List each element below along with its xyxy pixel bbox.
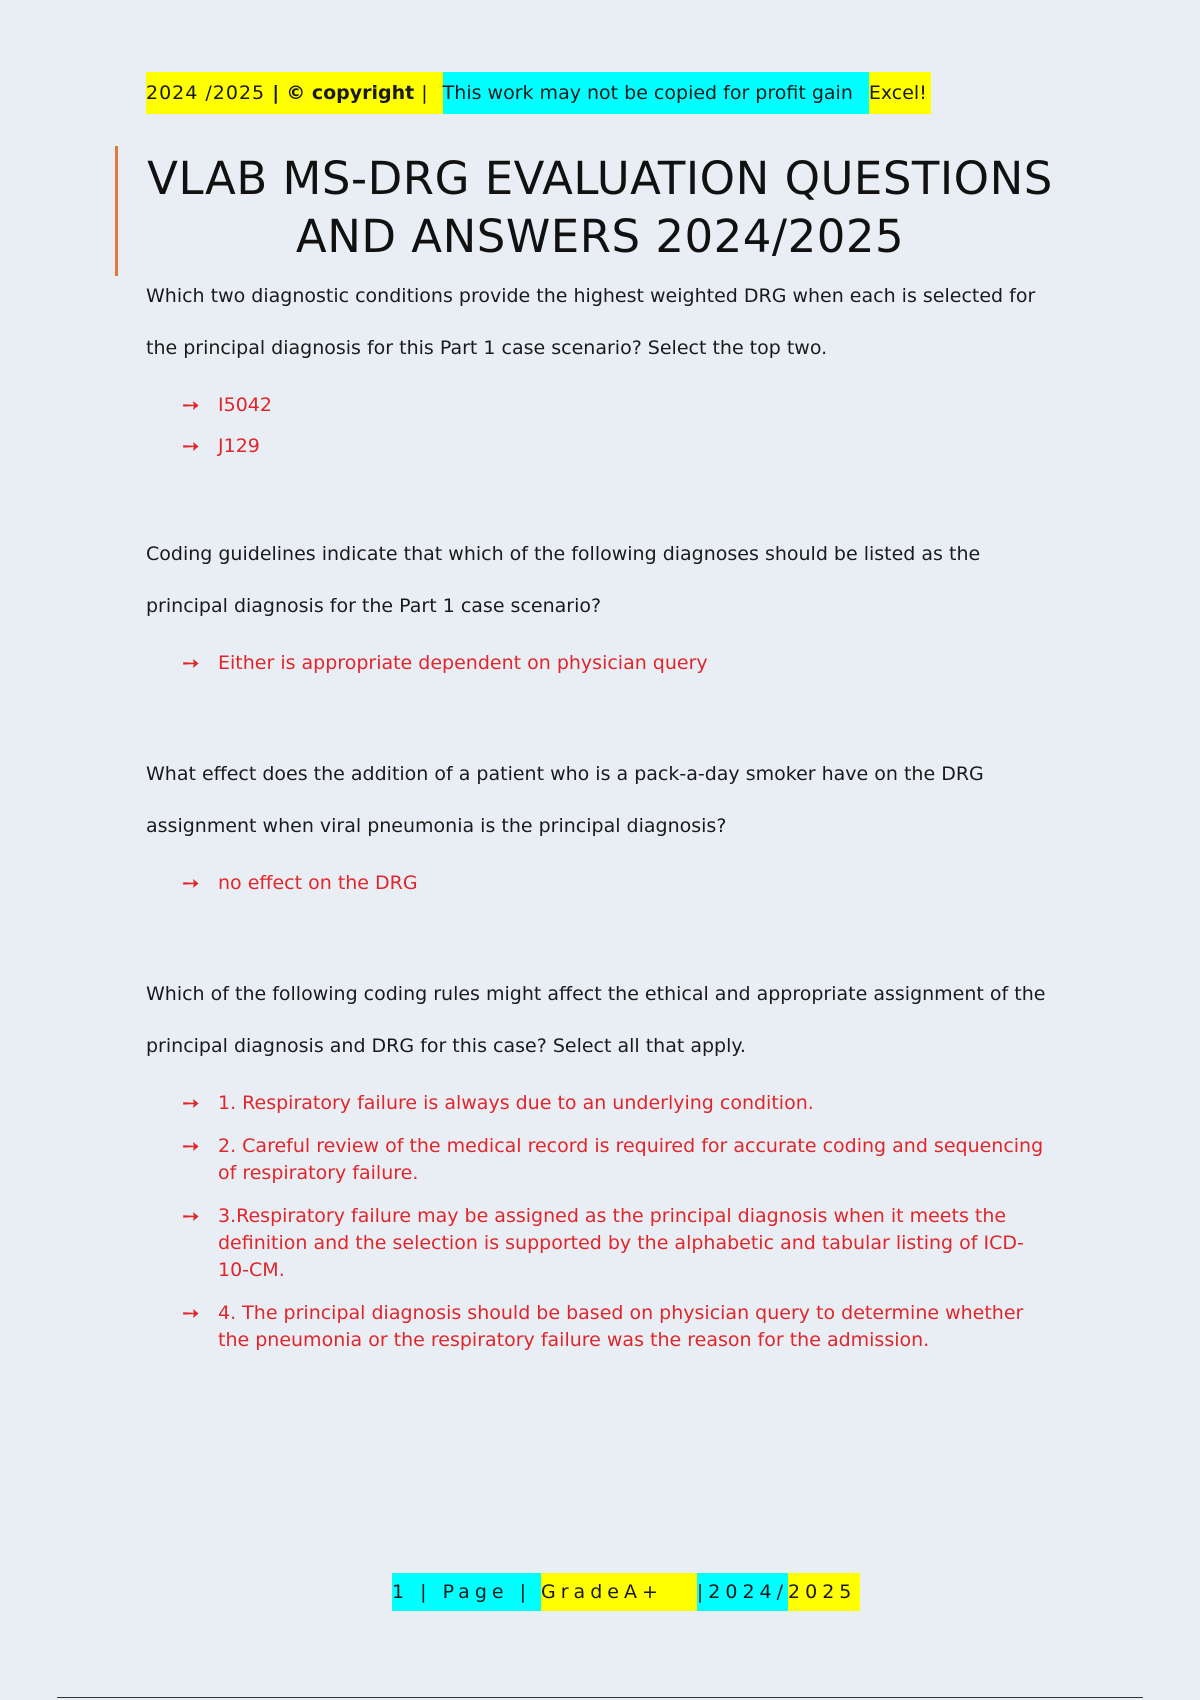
footer-year-start: |2024/ xyxy=(697,1573,788,1611)
answer-text: I5042 xyxy=(218,394,272,416)
answer-list xyxy=(146,392,1046,460)
answer-item xyxy=(146,433,1046,460)
answer-item xyxy=(146,392,1046,419)
answer-text: 2. Careful review of the medical record is required for accurate coding and sequencing of respiratory failure. xyxy=(218,1135,1044,1184)
arrow-right-icon: ➙ xyxy=(182,393,200,417)
answer-item xyxy=(146,870,1046,897)
answer-item xyxy=(146,1203,1046,1284)
footer-divider xyxy=(57,1697,1143,1698)
answer-list xyxy=(146,1090,1046,1354)
answer-item xyxy=(146,1300,1046,1354)
answer-text: Either is appropriate dependent on physician query xyxy=(218,652,708,674)
footer-page-number: 1 | Page | xyxy=(392,1573,541,1611)
answer-list xyxy=(146,650,1046,677)
banner-copyright-text: © copyright xyxy=(286,82,415,104)
question-text: What effect does the addition of a patient who is a pack-a-day smoker have on the DRG assignment when viral pneumonia is the principal diagnosis? xyxy=(146,763,984,837)
footer-grade: GradeA+ xyxy=(541,1573,697,1611)
answer-text: J129 xyxy=(218,435,260,457)
banner-separator: | xyxy=(421,82,429,104)
question-block xyxy=(146,528,1046,677)
banner-excel: Excel! xyxy=(869,72,931,114)
answer-text: 1. Respiratory failure is always due to an underlying condition. xyxy=(218,1092,814,1114)
banner-years: 2024 /2025 xyxy=(146,82,266,104)
arrow-right-icon: ➙ xyxy=(182,1301,200,1325)
page-footer xyxy=(392,1573,860,1611)
question-text: Which two diagnostic conditions provide the highest weighted DRG when each is selected for the principal diagnosis for this Part 1 case scenario? Select the top two. xyxy=(146,285,1036,359)
answer-item xyxy=(146,650,1046,677)
answer-list xyxy=(146,870,1046,897)
answer-item xyxy=(146,1090,1046,1117)
page-title: VLAB MS-DRG EVALUATION QUESTIONS AND ANSWERS 2024/2025 xyxy=(147,152,1053,263)
question-text: Coding guidelines indicate that which of the following diagnoses should be listed as the principal diagnosis for the Part 1 case scenario? xyxy=(146,543,981,617)
question-block xyxy=(146,968,1046,1354)
arrow-right-icon: ➙ xyxy=(182,1091,200,1115)
question-block xyxy=(146,748,1046,897)
answer-text: 4. The principal diagnosis should be based on physician query to determine whether the pneumonia or the respiratory failure was the reason for the admission. xyxy=(218,1302,1024,1351)
title-accent-bar xyxy=(115,146,118,276)
banner-copyright-segment xyxy=(146,72,443,114)
question-text: Which of the following coding rules might affect the ethical and appropriate assignment of the principal diagnosis and DRG for this case? Select all that apply. xyxy=(146,983,1046,1057)
copyright-banner xyxy=(146,72,931,114)
arrow-right-icon: ➙ xyxy=(182,1204,200,1228)
banner-notice: This work may not be copied for profit gain xyxy=(443,72,869,114)
banner-separator: | xyxy=(272,82,280,104)
arrow-right-icon: ➙ xyxy=(182,651,200,675)
question-block xyxy=(146,270,1046,460)
answer-text: 3.Respiratory failure may be assigned as the principal diagnosis when it meets the definition and the selection is supported by the alphabetic and tabular listing of ICD-10-CM. xyxy=(218,1205,1024,1281)
arrow-right-icon: ➙ xyxy=(182,1134,200,1158)
arrow-right-icon: ➙ xyxy=(182,434,200,458)
footer-year-end: 2025 xyxy=(788,1573,860,1611)
arrow-right-icon: ➙ xyxy=(182,871,200,895)
answer-item xyxy=(146,1133,1046,1187)
answer-text: no effect on the DRG xyxy=(218,872,418,894)
